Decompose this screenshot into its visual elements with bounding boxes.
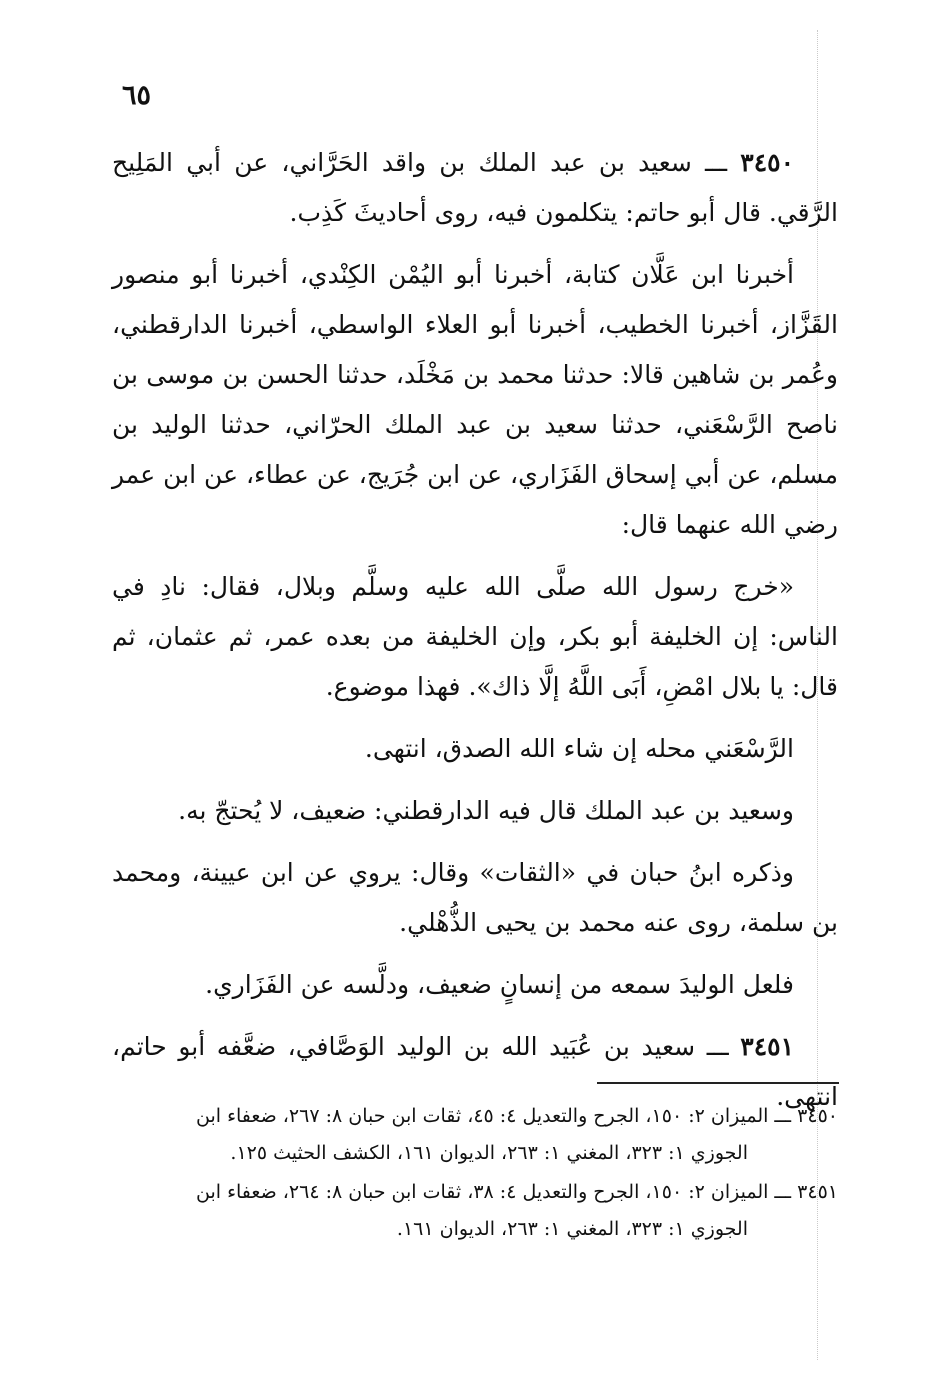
- comment-paragraph: [112, 786, 838, 836]
- comment-paragraph: [112, 960, 838, 1010]
- entry-number: ٣٤٥١: [740, 1032, 794, 1061]
- footnote-text-line1: ـــ الميزان ٢: ١٥٠، الجرح والتعديل ٤: ٤٥، ثقات ابن حبان ٨: ٢٦٧، ضعفاء ابن: [196, 1105, 792, 1127]
- isnad-paragraph: [112, 250, 838, 550]
- paragraph-text: أخبرنا ابن عَلَّان كتابة، أخبرنا أبو اليُمْن الكِنْدي، أخبرنا أبو منصور القَزَّاز، أخبرنا الخطيب، أخبرنا أبو العلاء الواسطي، أخبرنا الدارقطني، وعُمر بن شاهين قالا: حدثنا محمد بن مَخْلَد، حدثنا الحسن بن موسى بن ناصح الرَّسْعَني، حدثنا سعيد بن عبد الملك الحرّاني، حدثنا الوليد بن مسلم، عن أبي إسحاق الفَزَاري، عن ابن جُرَيج، عن عطاء، عن ابن عمر رضي الله عنهما قال:: [112, 260, 838, 539]
- paragraph-text: الرَّسْعَني محله إن شاء الله الصدق، انتهى.: [364, 734, 794, 763]
- paragraph-text: وسعيد بن عبد الملك قال فيه الدارقطني: ضعيف، لا يُحتجّ به.: [178, 796, 794, 825]
- footnote-3451: [112, 1174, 838, 1248]
- page-number: ٦٥: [122, 80, 152, 111]
- footnote-number: ٣٤٥١: [797, 1181, 838, 1203]
- entry-number: ٣٤٥٠: [740, 148, 794, 177]
- footnote-text-line2: الجوزي ١: ٣٢٣، المغني ١: ٢٦٣، الديوان ١٦١.: [396, 1218, 748, 1240]
- hadith-paragraph: [112, 562, 838, 712]
- comment-paragraph: [112, 848, 838, 948]
- paragraph-text: وذكره ابنُ حبان في «الثقات» وقال: يروي عن ابن عيينة، ومحمد بن سلمة، روى عنه محمد بن يحيى الذُّهْلي.: [112, 858, 838, 937]
- comment-paragraph: [112, 724, 838, 774]
- entry-3450: [112, 138, 838, 238]
- main-text: [112, 138, 838, 1134]
- entry-text: ـــ سعيد بن عُبَيد الله بن الوليد الوَصَّافي، ضعَّفه أبو حاتم، انتهى.: [112, 1032, 838, 1111]
- footnote-text-line2: الجوزي ١: ٣٢٣، المغني ١: ٢٦٣، الديوان ١٦١، الكشف الحثيث ١٢٥.: [230, 1142, 748, 1164]
- footnote-text-line1: ـــ الميزان ٢: ١٥٠، الجرح والتعديل ٤: ٣٨، ثقات ابن حبان ٨: ٢٦٤، ضعفاء ابن: [196, 1181, 792, 1203]
- footnotes: [112, 1098, 838, 1250]
- footnote-number: ٣٤٥٠: [797, 1105, 838, 1127]
- footnote-separator: [597, 1082, 839, 1084]
- paragraph-text: «خرج رسول الله صلَّى الله عليه وسلَّم وبلال، فقال: نادِ في الناس: إن الخليفة أبو بكر، وإن الخليفة من بعده عمر، ثم عثمان، ثم قال: يا بلال امْضِ، أَبَى اللَّهُ إلَّا ذاك». فهذا موضوع.: [112, 572, 838, 701]
- footnote-3450: [112, 1098, 838, 1172]
- paragraph-text: فلعل الوليدَ سمعه من إنسانٍ ضعيف، ودلَّسه عن الفَزَاري.: [205, 970, 794, 999]
- entry-text: ـــ سعيد بن عبد الملك بن واقد الحَرَّاني، عن أبي المَلِيح الرَّقي. قال أبو حاتم: يتكلمون فيه، روى أحاديثَ كَذِب.: [112, 148, 838, 227]
